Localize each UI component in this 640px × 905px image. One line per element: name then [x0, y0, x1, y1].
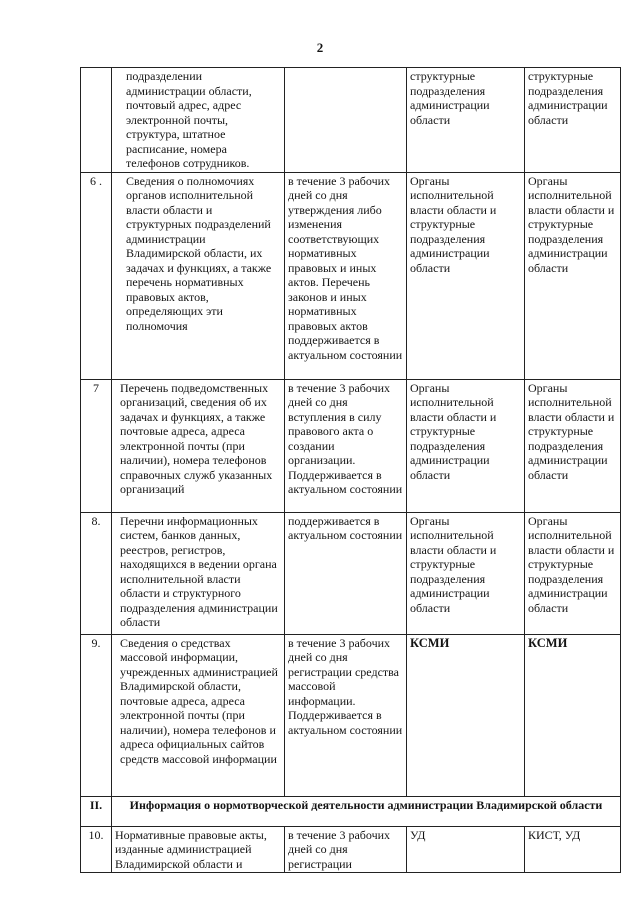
- responsible-cell: Органы исполнительной власти области и структурные подразделения администрации области: [407, 172, 525, 379]
- row-number: [81, 68, 112, 173]
- table-row: [81, 379, 621, 512]
- row-number: 8.: [81, 512, 112, 634]
- period-cell: в течение 3 рабочих дней со дня утверждения либо изменения соответствующих нормативных правовых и иных актов. Перечень законов и иных нормативных правовых актов поддерживается в актуальном состоянии: [285, 172, 407, 379]
- info-cell: подразделении администрации области, почтовый адрес, адрес электронной почты, структура, штатное расписание, номера телефонов сотрудников.: [112, 68, 285, 173]
- section-header: [81, 796, 621, 826]
- maintainer-cell: Органы исполнительной власти области и структурные подразделения администрации области: [525, 172, 621, 379]
- information-table: [80, 67, 621, 873]
- period-cell: в течение 3 рабочих дней со дня вступления в силу правового акта о создании организации. Поддерживается в актуальном состоянии: [285, 379, 407, 512]
- info-cell: Сведения о средствах массовой информации, учрежденных администрацией Владимирской области, почтовые адреса, адреса электронной почты (при наличии), номера телефонов и адреса официальных сайтов средств массовой информации: [112, 634, 285, 796]
- maintainer-cell: Органы исполнительной власти области и структурные подразделения администрации области: [525, 379, 621, 512]
- info-cell: Сведения о полномочиях органов исполнительной власти области и структурных подразделений администрации Владимирской области, их задачах и функциях, а также перечень нормативных правовых актов, определяющих эти полномочия: [112, 172, 285, 379]
- page-number: 2: [316, 40, 324, 55]
- section-title: Информация о нормотворческой деятельности администрации Владимирской области: [112, 796, 621, 826]
- responsible-cell: КСМИ: [407, 634, 525, 796]
- period-cell: в течение 3 рабочих дней со дня регистрации средства массовой информации. Поддерживается в актуальном состоянии: [285, 634, 407, 796]
- responsible-cell: УД: [407, 826, 525, 873]
- maintainer-cell: КИСТ, УД: [525, 826, 621, 873]
- period-cell: поддерживается в актуальном состоянии: [285, 512, 407, 634]
- row-number: 7: [81, 379, 112, 512]
- period-cell: [285, 68, 407, 173]
- maintainer-cell: Органы исполнительной власти области и структурные подразделения администрации области: [525, 512, 621, 634]
- row-number: 6 .: [81, 172, 112, 379]
- section-number: II.: [81, 796, 112, 826]
- table-row: [81, 172, 621, 379]
- info-cell: Перечень подведомственных организаций, сведения об их задачах и функциях, а также почтовые адреса, адреса электронной почты (при наличии), номера телефонов справочных служб указанных организаций: [112, 379, 285, 512]
- info-cell: Перечни информационных систем, банков данных, реестров, регистров, находящихся в ведении органа исполнительной власти области и структурного подразделения администрации области: [112, 512, 285, 634]
- table-row: [81, 634, 621, 796]
- info-cell: Нормативные правовые акты, изданные администрацией Владимирской области и: [112, 826, 285, 873]
- period-cell: в течение 3 рабочих дней со дня регистрации: [285, 826, 407, 873]
- table-row: [81, 68, 621, 173]
- row-number: 9.: [81, 634, 112, 796]
- table-row: [81, 826, 621, 873]
- responsible-cell: Органы исполнительной власти области и структурные подразделения администрации области: [407, 379, 525, 512]
- row-number: 10.: [81, 826, 112, 873]
- maintainer-cell: КСМИ: [525, 634, 621, 796]
- maintainer-cell: структурные подразделения администрации области: [525, 68, 621, 173]
- responsible-cell: Органы исполнительной власти области и структурные подразделения администрации области: [407, 512, 525, 634]
- table-row: [81, 512, 621, 634]
- responsible-cell: структурные подразделения администрации области: [407, 68, 525, 173]
